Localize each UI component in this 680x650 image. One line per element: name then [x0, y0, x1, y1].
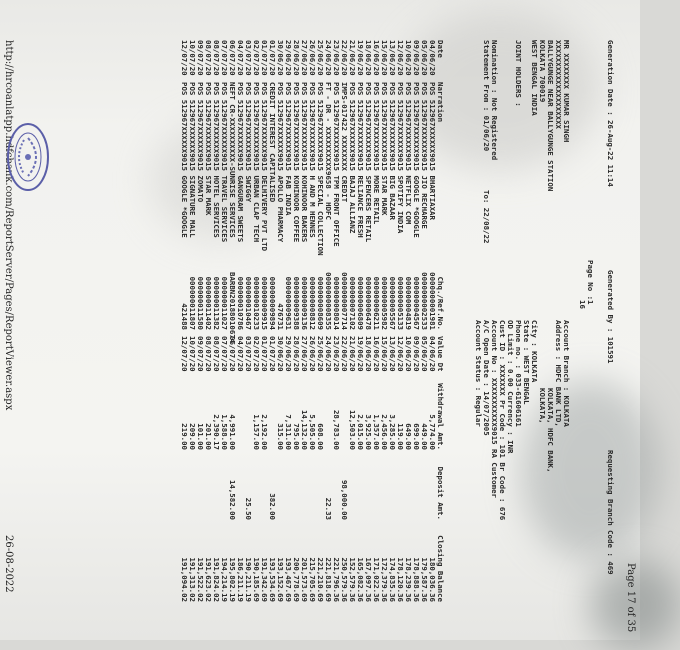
row-balance: 193,467.69: [284, 557, 293, 602]
row-withdrawal: [236, 382, 244, 450]
row-narration: POS 512967XXXXXX9015 URBAN CLAP TECH: [252, 82, 261, 243]
row-balance: 179,587.36: [420, 557, 429, 602]
row-date: 03/07/20: [244, 40, 253, 76]
row-withdrawal: 119.00: [396, 423, 405, 450]
row-narration: POS 512967XXXXXX9015 H AND M HENNES: [308, 82, 317, 238]
row-deposit: [284, 450, 292, 520]
account-status: Account Status : Regular: [474, 320, 483, 427]
row-ref: 000000009631: [284, 276, 293, 330]
table-row: [372, 40, 380, 605]
row-value-date: 05/06/20: [420, 336, 429, 372]
row-date: 21/06/20: [348, 40, 357, 76]
row-narration: POS 512967XXXXXX9015 SPENCERS RETAIL: [364, 82, 373, 243]
row-date: 08/07/20: [204, 40, 213, 76]
table-row: [300, 40, 308, 605]
row-ref: 000000010786: [236, 276, 245, 330]
row-withdrawal: [324, 382, 332, 450]
table-row: [324, 40, 332, 605]
row-withdrawal: 5,774.00: [428, 414, 437, 450]
table-row: [196, 40, 204, 605]
table-row: [308, 40, 316, 605]
col-header-date: Date: [436, 40, 445, 58]
row-date: 24/06/20: [324, 40, 333, 76]
table-row: [260, 40, 268, 605]
row-ref: 000000005133: [396, 276, 405, 330]
row-withdrawal: 795.00: [292, 423, 301, 450]
row-ref: 000000006211: [372, 276, 381, 330]
customer-address-4: WEST BENGAL INDIA: [530, 40, 539, 116]
row-deposit: [412, 450, 420, 520]
row-date: 01/07/20: [260, 40, 269, 76]
row-date: 05/06/20: [420, 40, 429, 76]
row-balance: 190,211.19: [244, 557, 253, 602]
row-date: 09/07/20: [196, 40, 205, 76]
row-value-date: 26/06/20: [308, 336, 317, 372]
cust-id: Cust ID : XXXXXXX Pr Code : 101 Br Code : 676: [498, 320, 507, 521]
row-ref: 0000000008355: [324, 272, 333, 330]
joint-holders: JOINT HOLDERS :: [514, 40, 523, 107]
table-row: [236, 40, 244, 605]
row-date: 30/06/20: [276, 40, 285, 76]
row-narration: POS 512967XXXXXX9015 KOHINOOR BAKERS: [300, 82, 309, 243]
row-ref: 000000005567: [388, 276, 397, 330]
row-ref: BARBN20188010674: [228, 272, 237, 344]
row-deposit: 14,582.00: [228, 479, 237, 520]
table-row: [180, 40, 188, 605]
row-balance: 165,082.36: [356, 557, 365, 602]
row-narration: POS 512967XXXXXX9015 GOOGLE *GOOGLE: [412, 82, 421, 238]
row-withdrawal: 28,783.00: [332, 409, 341, 450]
row-withdrawal: 649.00: [404, 423, 413, 450]
row-ref: 000000009915: [260, 276, 269, 330]
col-header-balance: Closing Balance: [436, 535, 445, 602]
row-date: 15/06/20: [380, 40, 389, 76]
table-header-row: [436, 40, 444, 605]
row-balance: 191,094.02: [180, 557, 189, 602]
row-deposit: [428, 450, 436, 520]
row-value-date: 10/06/20: [404, 336, 413, 372]
row-balance: 167,097.36: [364, 557, 373, 602]
row-date: 28/06/20: [292, 40, 301, 76]
row-date: 27/06/20: [300, 40, 309, 76]
row-deposit: [252, 450, 260, 520]
report-url: http://hrcoanlatpp.hdfcbank.com/ReportServer/Pages/ReportViewer.aspx: [3, 40, 14, 411]
row-withdrawal: 12,503.00: [348, 409, 357, 450]
table-row: [276, 40, 284, 605]
row-withdrawal: 201.00: [204, 423, 213, 450]
row-value-date: 01/07/20: [260, 336, 269, 372]
page-of: Page No :1: [586, 260, 595, 305]
row-balance: 172,379.36: [380, 557, 389, 602]
row-narration: FT - DR - XXXXXXXXXX9658 - HDFC: [324, 82, 333, 220]
row-value-date: 13/06/20: [388, 336, 397, 372]
table-row: [356, 40, 364, 605]
table-row: [420, 40, 428, 605]
table-row: [268, 40, 276, 605]
row-ref: 421488: [180, 303, 189, 330]
row-value-date: 12/07/20: [180, 336, 189, 372]
row-date: 13/06/20: [388, 40, 397, 76]
table-row: [244, 40, 252, 605]
col-header-value-date: Value Dt: [436, 336, 445, 372]
row-withdrawal: 2,456.00: [380, 414, 389, 450]
row-deposit: [220, 450, 228, 520]
table-row: [316, 40, 324, 605]
row-date: 29/06/20: [284, 40, 293, 76]
statement-from: Statement From : 01/06/20: [482, 40, 491, 152]
row-balance: 180,036.36: [428, 557, 437, 602]
row-narration: POS 512967XXXXXX9015 FAB INDIA: [284, 82, 293, 216]
row-balance: 191,824.02: [212, 557, 221, 602]
row-narration: POS 512967XXXXXX9015 BHARTIAXAR: [428, 82, 437, 220]
table-row: [188, 40, 196, 605]
row-deposit: [404, 450, 412, 520]
row-deposit: [372, 450, 380, 520]
table-row: [348, 40, 356, 605]
row-balance: 191,342.69: [260, 557, 269, 602]
row-ref: 000000011382: [212, 276, 221, 330]
row-deposit: [316, 450, 324, 520]
row-deposit: [196, 450, 204, 520]
row-value-date: 10/07/20: [188, 336, 197, 372]
branch-address-1: Address : HDFC BANK LTD,: [554, 320, 563, 427]
row-ref: 0000000002533: [420, 272, 429, 330]
row-deposit: [308, 450, 316, 520]
table-row: [292, 40, 300, 605]
row-narration: POS 512967XXXXXX9015 SPECIAL COLLECTION: [316, 82, 325, 256]
row-value-date: 04/07/20: [236, 336, 245, 372]
row-value-date: 24/06/20: [324, 336, 333, 372]
row-ref: 0000000007714: [340, 272, 349, 330]
row-narration: POS 512967XXXXXX9015 SPOTIFY INDIA: [396, 82, 405, 234]
table-row: [404, 40, 412, 605]
row-date: 16/06/20: [372, 40, 381, 76]
row-narration: POS 512967XXXXXX9015 SIGNATURE MALL: [188, 82, 197, 238]
row-balance: 152,579.36: [348, 557, 357, 602]
row-date: 04/07/20: [236, 40, 245, 76]
row-value-date: 19/06/20: [356, 336, 365, 372]
row-deposit: [388, 450, 396, 520]
row-balance: 171,022.36: [372, 557, 381, 602]
row-balance: 174,835.36: [388, 557, 397, 602]
account-number: Account No : XXXXXXXXXXX9015 RA Customer: [490, 320, 499, 498]
row-narration: POS 512967XXXXXX9015 APOLLO PHARMACY: [276, 82, 285, 243]
row-withdrawal: 449.00: [420, 423, 429, 450]
row-withdrawal: 608.00: [316, 423, 325, 450]
table-row: [396, 40, 404, 605]
row-ref: 000000010233: [252, 276, 261, 330]
branch-state: State : WEST BENGAL: [522, 320, 531, 405]
row-date: 25/06/20: [316, 40, 325, 76]
row-withdrawal: 7,311.00: [284, 414, 293, 450]
page-total: 16: [578, 300, 587, 309]
row-narration: POS 512967XXXXXX9015 STAR MARK: [380, 82, 389, 216]
col-header-withdrawal: Withdrawal Amt.: [436, 383, 445, 450]
statement-to: To: 22/08/22: [482, 190, 491, 244]
row-narration: POS 512967XXXXXX9015 MORE RETAIL: [372, 82, 381, 225]
table-row: [228, 40, 236, 605]
row-withdrawal: 1,157.00: [252, 414, 261, 450]
row-value-date: 27/06/20: [300, 336, 309, 372]
row-ref: 000000007102: [348, 276, 357, 330]
row-deposit: [204, 450, 212, 520]
row-withdrawal: 101.00: [196, 423, 205, 450]
row-balance: 221,818.69: [324, 557, 333, 602]
row-deposit: [260, 450, 268, 520]
row-deposit: [180, 450, 188, 520]
row-balance: 195,802.19: [228, 557, 237, 602]
row-ref: 000000006478: [364, 276, 373, 330]
row-deposit: 382.00: [268, 493, 277, 520]
account-open-date: A/C Open Date : 14/07/2005: [482, 320, 491, 436]
customer-address-3: KOLKATA 700019: [538, 40, 547, 103]
row-deposit: [396, 450, 404, 520]
row-date: 26/06/20: [308, 40, 317, 76]
row-value-date: 07/07/20: [220, 336, 229, 372]
row-narration: NEFT CR-XXXXXXXXXX-SUNRISE SERVICES: [228, 82, 237, 238]
row-balance: 191,623.02: [204, 557, 213, 602]
row-date: 06/07/20: [228, 40, 237, 76]
row-value-date: 08/07/20: [212, 336, 221, 372]
row-date: 01/07/20: [268, 40, 277, 76]
row-balance: 178,239.36: [404, 557, 413, 602]
row-balance: 221,210.69: [316, 557, 325, 602]
row-ref: 000000009136: [300, 276, 309, 330]
row-narration: CREDIT INTEREST CAPITALISED: [268, 82, 277, 203]
row-value-date: 23/06/20: [332, 336, 341, 372]
row-date: 07/07/20: [220, 40, 229, 76]
row-date: 10/07/20: [188, 40, 197, 76]
row-withdrawal: 14,132.00: [300, 409, 309, 450]
row-narration: POS 512967XXXXXX9015 ZOMATO: [196, 82, 205, 203]
row-date: 08/07/20: [212, 40, 221, 76]
row-date: 02/07/20: [252, 40, 261, 76]
customer-address-1: XXXXXXXXXXXXXXXXXXXX: [554, 40, 563, 129]
row-value-date: 22/06/20: [340, 336, 349, 372]
row-balance: 194,214.19: [220, 557, 229, 602]
row-date: 12/06/20: [396, 40, 405, 76]
row-narration: POS 512967XXXXXX9015 GOOGLE *GOOGLE: [180, 82, 189, 238]
row-date: 23/06/20: [332, 40, 341, 76]
generation-date: Generation Date : 26-Aug-22 11:14: [606, 40, 615, 187]
row-withdrawal: 209.00: [188, 423, 197, 450]
row-deposit: [188, 450, 196, 520]
table-row: [220, 40, 228, 605]
table-row: [364, 40, 372, 605]
row-ref: 000000004567: [412, 276, 421, 330]
nomination: Nomination : Not Registered: [490, 40, 499, 161]
row-withdrawal: 2,192.00: [260, 414, 269, 450]
row-balance: 178,120.36: [396, 557, 405, 602]
row-value-date: 28/06/20: [292, 336, 301, 372]
row-narration: POS 512967XXXXXX9015 BAJAJ ALLIANZ: [348, 82, 357, 234]
row-deposit: [348, 450, 356, 520]
od-limit: OD Limit : 0.00 Currency : INR: [506, 320, 515, 454]
row-balance: 250,579.36: [340, 557, 349, 602]
row-deposit: [356, 450, 364, 520]
row-withdrawal: 3,925.00: [364, 414, 373, 450]
row-value-date: 01/07/20: [268, 336, 277, 372]
branch-city: City : KOLKATA: [530, 320, 539, 383]
row-value-date: 08/07/20: [204, 336, 213, 372]
table-row: [388, 40, 396, 605]
row-ref: 000000011807: [188, 276, 197, 330]
table-row: [252, 40, 260, 605]
table-row: [284, 40, 292, 605]
row-narration: IMPS-017422 XXXXXXXX CREDIT: [340, 82, 349, 203]
row-balance: 178,888.36: [412, 557, 421, 602]
row-date: 18/06/20: [364, 40, 373, 76]
branch-address-3: KOLKATA,: [538, 388, 547, 424]
row-withdrawal: 2,390.17: [212, 414, 221, 450]
row-deposit: [300, 450, 308, 520]
row-ref: 000000009894: [268, 276, 277, 330]
row-withdrawal: 699.00: [412, 423, 421, 450]
print-date: 26-08-2022: [3, 535, 14, 593]
page-number: Page 17 of 35: [625, 563, 636, 633]
row-withdrawal: 219.00: [180, 423, 189, 450]
row-withdrawal: 2,015.00: [356, 414, 365, 450]
row-deposit: 22.33: [324, 497, 333, 520]
row-value-date: 30/06/20: [276, 336, 285, 372]
table-row: [212, 40, 220, 605]
branch-phone: Phone no. : 033-61606161: [514, 320, 523, 427]
row-value-date: 09/06/20: [412, 336, 421, 372]
row-narration: POS 512967XXXXXX9015 HOTEL SERVICES: [212, 82, 221, 238]
branch-address-2: KOLKATA, HDFC BANK,: [546, 388, 555, 473]
row-ref: 000000008609: [316, 276, 325, 330]
row-narration: POS 512967XXXXXX9015 RELIANCE FRESH: [356, 82, 365, 238]
row-ref: 000000009388: [292, 276, 301, 330]
row-narration: POS 512967XXXXXX9015 DELHIVERY PVT LTD: [260, 82, 269, 252]
row-narration: POS 512967XXXXXX9015 TPM FRONT OFFICE: [332, 82, 341, 247]
row-value-date: 03/07/20: [244, 336, 253, 372]
row-withdrawal: [268, 382, 276, 450]
row-value-date: 06/07/20: [228, 336, 237, 372]
row-narration: POS 512967XXXXXX9015 JIO RECHARGE: [420, 82, 429, 229]
row-balance: 190,185.69: [252, 557, 261, 602]
row-deposit: [332, 450, 340, 520]
row-date: 09/06/20: [412, 40, 421, 76]
row-narration: POS 512967XXXXXX9015 TRAVEL SERVICES: [220, 82, 229, 243]
col-header-narration: Narration: [436, 82, 445, 123]
table-row: [428, 40, 436, 605]
row-deposit: [420, 450, 428, 520]
row-deposit: [212, 450, 220, 520]
row-ref: 000000006809: [356, 276, 365, 330]
requesting-branch: Requesting Branch Code : 469: [606, 450, 615, 575]
row-withdrawal: 3,285.00: [388, 414, 397, 450]
row-ref: 000000008014: [332, 276, 341, 330]
row-deposit: [236, 450, 244, 520]
row-withdrawal: 1,588.00: [220, 414, 229, 450]
row-withdrawal: 1,357.00: [372, 414, 381, 450]
row-balance: 215,705.69: [308, 557, 317, 602]
row-narration: POS 512967XXXXXX9015 SWIGGY: [244, 82, 253, 203]
table-row: [380, 40, 388, 605]
table-row: [204, 40, 212, 605]
row-deposit: [364, 450, 372, 520]
row-withdrawal: 4,991.00: [228, 414, 237, 450]
row-narration: POS 512967XXXXXX9015 NETFLIX COM: [404, 82, 413, 225]
row-ref: 000000010467: [244, 276, 253, 330]
row-deposit: 98,000.00: [340, 479, 349, 520]
row-value-date: 16/06/20: [372, 336, 381, 372]
row-ref: 000000004819: [404, 276, 413, 330]
customer-address-2: BALLYGUNGE NEAR BALLYGUNGE STATION: [546, 40, 555, 192]
row-value-date: 15/06/20: [380, 336, 389, 372]
row-ref: 000000011402: [204, 276, 213, 330]
row-value-date: 29/06/20: [284, 336, 293, 372]
row-withdrawal: 5,505.00: [308, 414, 317, 450]
col-header-deposit: Deposit Amt.: [436, 466, 445, 520]
table-row: [340, 40, 348, 605]
row-ref: 000000008812: [308, 276, 317, 330]
row-deposit: 25.50: [244, 497, 253, 520]
row-narration: POS 512967XXXXXX9015 STAR MARK: [204, 82, 213, 216]
row-ref: 0000000001981: [428, 272, 437, 330]
row-narration: POS 512967XXXXXX9015 BIG BAZAAR: [388, 82, 397, 220]
row-value-date: 04/06/20: [428, 336, 437, 372]
row-narration: POS 512967XXXXXX9015 GANGURAM SWEETS: [236, 82, 245, 243]
table-row: [412, 40, 420, 605]
table-row: [332, 40, 340, 605]
row-balance: 201,573.69: [300, 557, 309, 602]
row-deposit: [276, 450, 284, 520]
row-balance: 191,522.02: [196, 557, 205, 602]
row-value-date: 18/06/20: [364, 336, 373, 372]
row-balance: 193,152.69: [276, 557, 285, 602]
statement-table: [180, 40, 444, 605]
row-withdrawal: [340, 382, 348, 450]
row-value-date: 02/07/20: [252, 336, 261, 372]
row-ref: 476731: [276, 303, 285, 330]
row-date: 12/07/20: [180, 40, 189, 76]
row-withdrawal: [244, 382, 252, 450]
row-value-date: 25/06/20: [316, 336, 325, 372]
row-ref: 000000005982: [380, 276, 389, 330]
row-date: 19/06/20: [356, 40, 365, 76]
bank-seal-stamp: [6, 122, 50, 192]
generated-by: Generated By : 101591: [606, 270, 615, 364]
row-value-date: 12/06/20: [396, 336, 405, 372]
row-date: 04/06/20: [428, 40, 437, 76]
row-deposit: [292, 450, 300, 520]
row-balance: 191,313.02: [188, 557, 197, 602]
row-balance: 193,534.69: [268, 557, 277, 602]
row-ref: 000000011027: [220, 276, 229, 330]
row-value-date: 09/07/20: [196, 336, 205, 372]
col-header-ref: Chq./Ref.No.: [436, 276, 445, 330]
customer-name: MR XXXXXXXX KUMAR SINGH: [562, 40, 571, 143]
row-narration: POS 512967XXXXXX9015 KOHINOOR COFFEE: [292, 82, 301, 243]
row-date: 10/06/20: [404, 40, 413, 76]
row-date: 22/06/20: [340, 40, 349, 76]
row-balance: 186,211.19: [236, 557, 245, 602]
row-ref: 000000011580: [196, 276, 205, 330]
account-branch: Account Branch : KOLKATA: [562, 320, 571, 427]
row-withdrawal: 315.00: [276, 423, 285, 450]
row-balance: 200,778.69: [292, 557, 301, 602]
row-value-date: 21/06/20: [348, 336, 357, 372]
row-balance: 221,796.36: [332, 557, 341, 602]
row-deposit: [380, 450, 388, 520]
